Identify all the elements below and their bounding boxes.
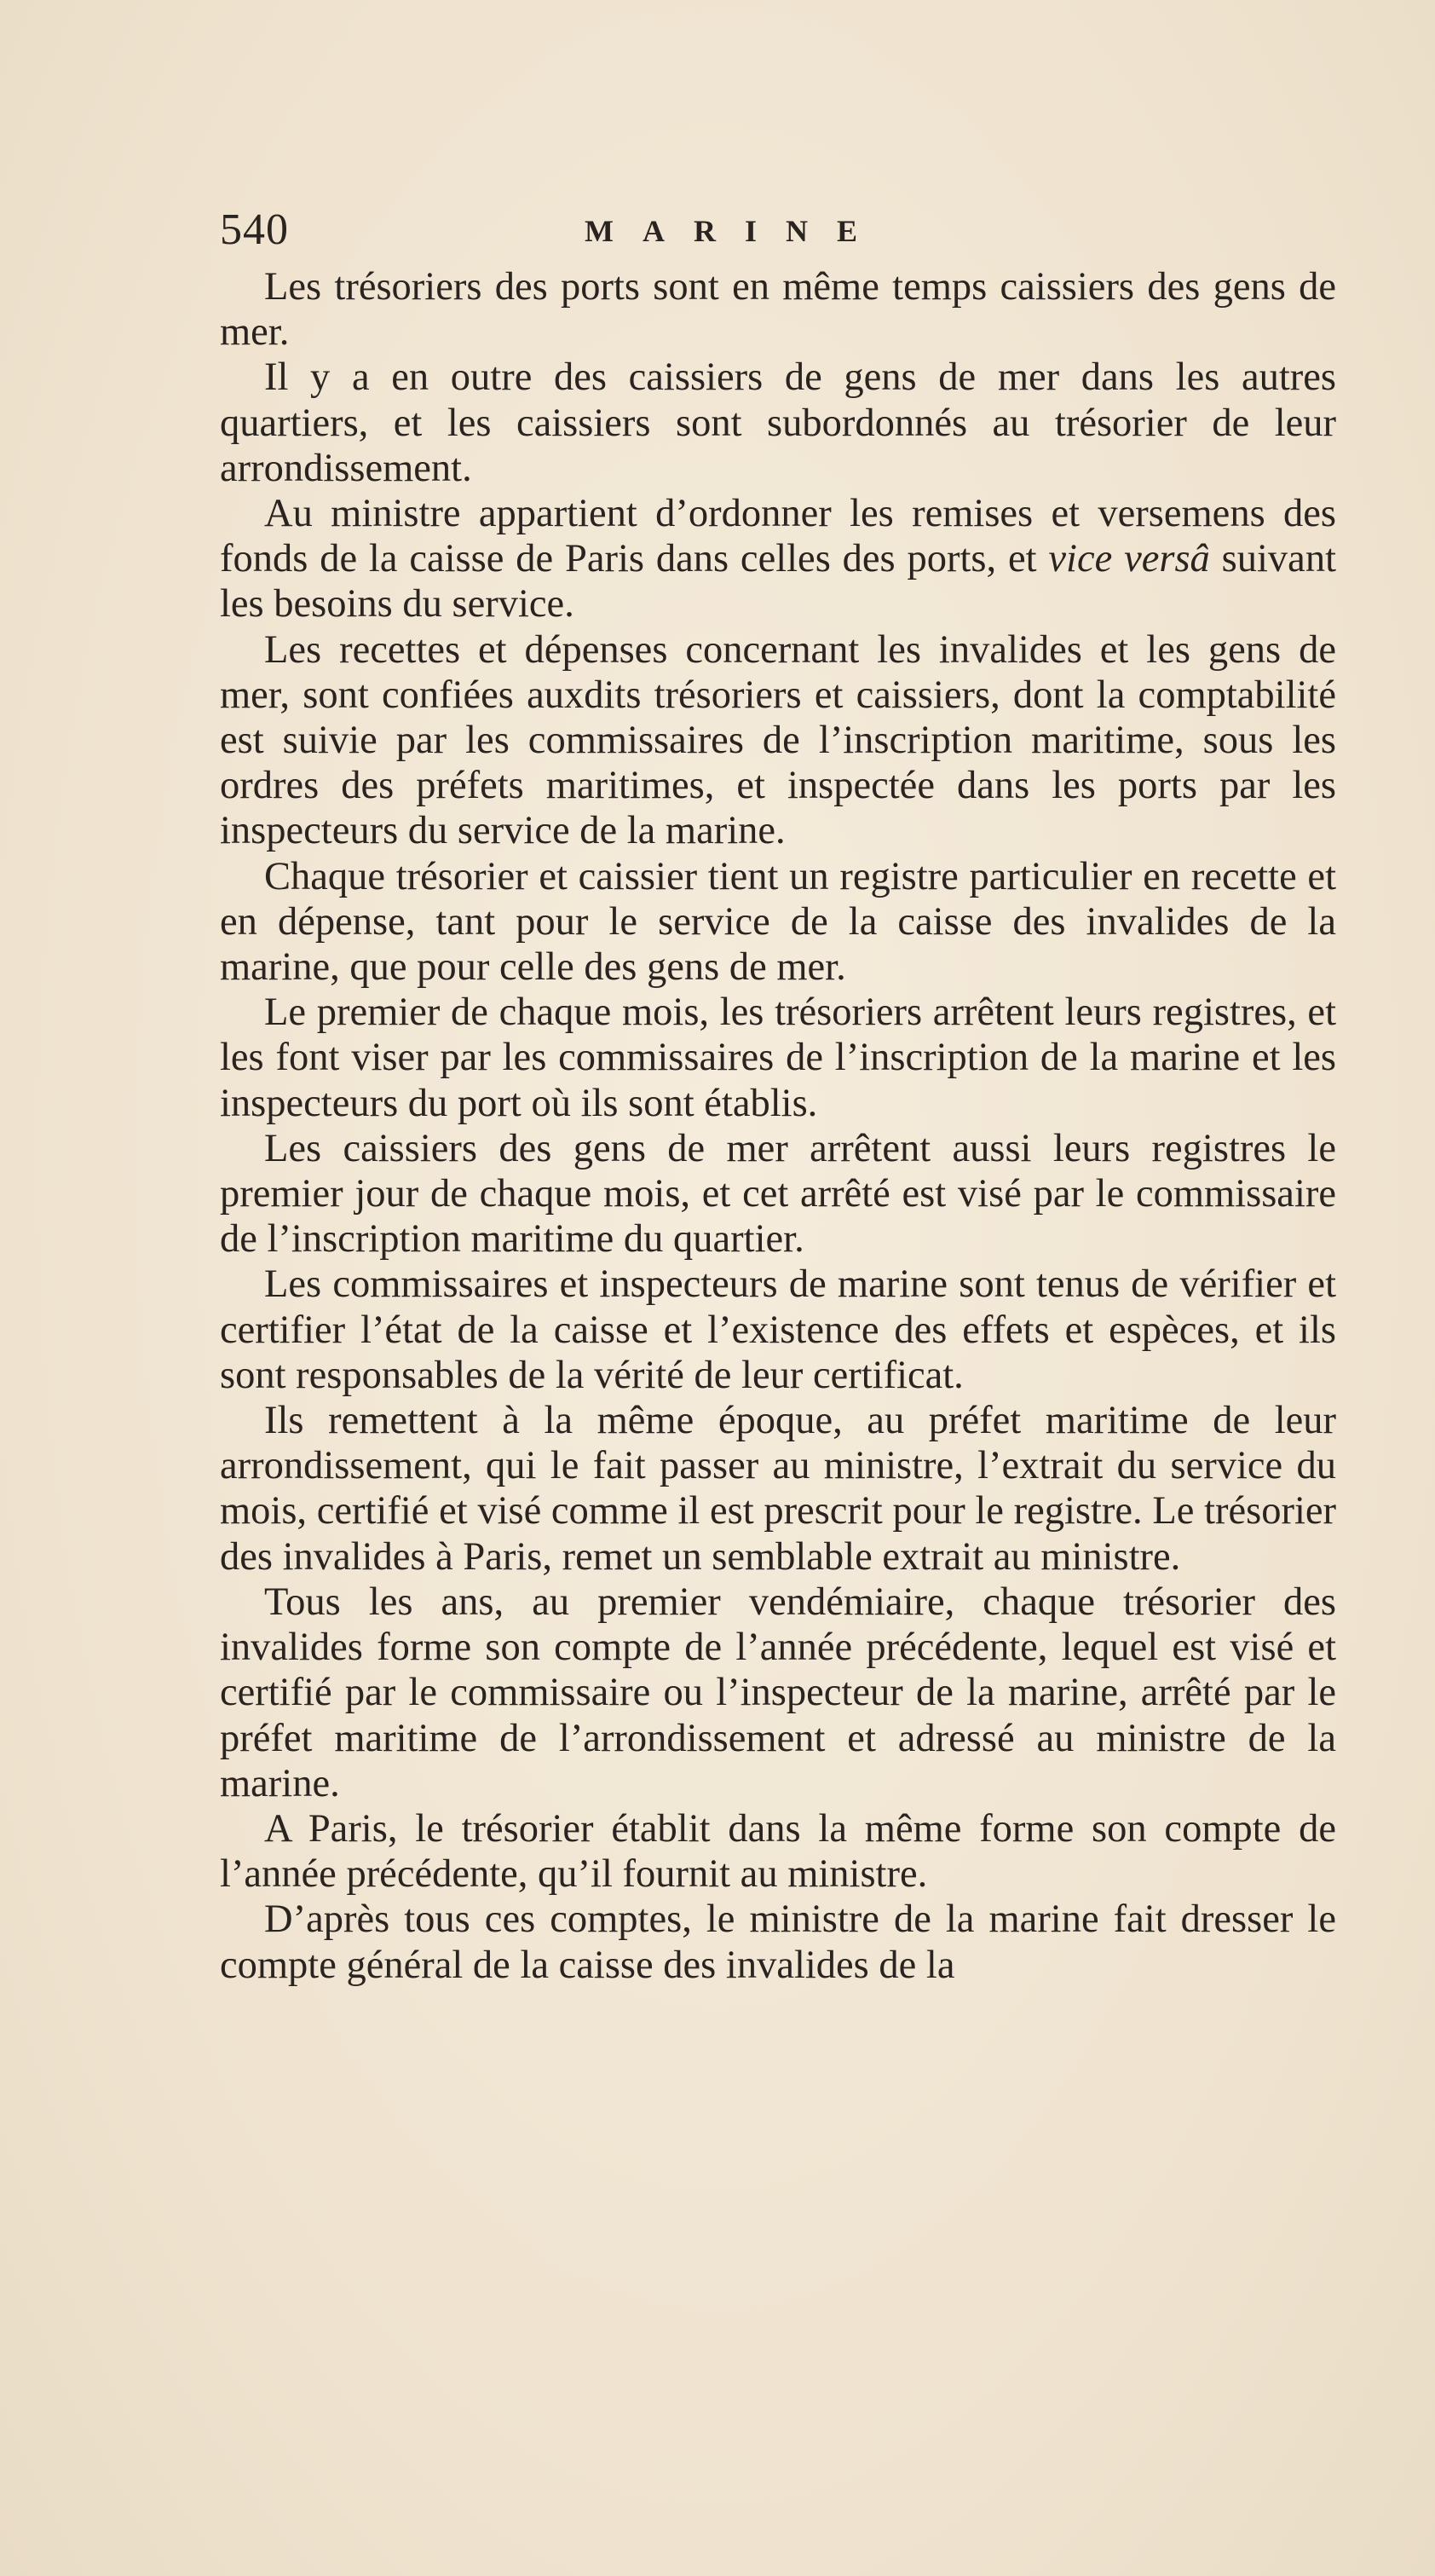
paragraph-9: Ils remettent à la même époque, au préfet maritime de leur arrondissement, qui le fait passer au ministre, l’extrait du service du mois, certifié et visé comme il est prescrit pour le registre. Le trésorier des invalides à Paris, remet un semblable extrait au ministre. <box>220 1399 1336 1579</box>
paragraph-1: Les trésoriers des ports sont en même temps caissiers des gens de mer. <box>220 265 1336 355</box>
paragraph-3 <box>220 491 1336 627</box>
paragraph-2: Il y a en outre des caissiers de gens de mer dans les autres quartiers, et les caissiers sont subordonnés au trésorier de leur arrondissement. <box>220 355 1336 490</box>
paragraph-3-italic: vice versâ <box>1048 537 1210 581</box>
paragraph-6: Le premier de chaque mois, les trésoriers arrêtent leurs registres, et les font viser par les commissaires de l’inscription de la marine et les inspecteurs du port où ils sont établis. <box>220 991 1336 1125</box>
paragraph-3-text: Au ministre appartient d’ordonner les remises et versemens des fonds de la caisse de Paris dans celles des ports, et <box>220 492 1336 581</box>
paragraph-12: D’après tous ces comptes, le ministre de la marine fait dresser le compte général de la caisse des invalides de la <box>220 1897 1336 1987</box>
page-number: 540 <box>220 205 289 254</box>
paragraph-11: A Paris, le trésorier établit dans la même forme son compte de l’année précédente, qu’il fournit au ministre. <box>220 1806 1336 1897</box>
paragraph-7: Les caissiers des gens de mer arrêtent aussi leurs registres le premier jour de chaque mois, et cet arrêté est visé par le commissaire de l’inscription maritime du quartier. <box>220 1126 1336 1262</box>
paragraph-4: Les recettes et dépenses concernant les invalides et les gens de mer, sont confiées auxdits trésoriers et caissiers, dont la comptabilité est suivie par les commissaires de l’inscription maritime, sous les ordres des préfets maritimes, et inspectée dans les ports par les inspecteurs du service de la marine. <box>220 627 1336 853</box>
page-header <box>220 205 1345 264</box>
paragraph-5: Chaque trésorier et caissier tient un registre particulier en recette et en dépense, tant pour le service de la caisse des invalides de la marine, que pour celle des gens de mer. <box>220 854 1336 990</box>
body-text <box>220 264 1336 1988</box>
running-title: MARINE <box>585 214 886 248</box>
paragraph-10: Tous les ans, au premier vendémiaire, chaque trésorier des invalides forme son compte de l’année précédente, lequel est visé et certifié par le commissaire ou l’inspecteur de la marine, arrêté par le préfet maritime de l’arrondissement et adressé au ministre de la marine. <box>220 1580 1336 1805</box>
paragraph-3-tail: suivant les besoins du service. <box>220 537 1336 627</box>
paragraph-8: Les commissaires et inspecteurs de marine sont tenus de vérifier et certifier l’état de la caisse et l’existence des effets et espèces, et ils sont responsables de la vérité de leur certificat. <box>220 1262 1336 1397</box>
